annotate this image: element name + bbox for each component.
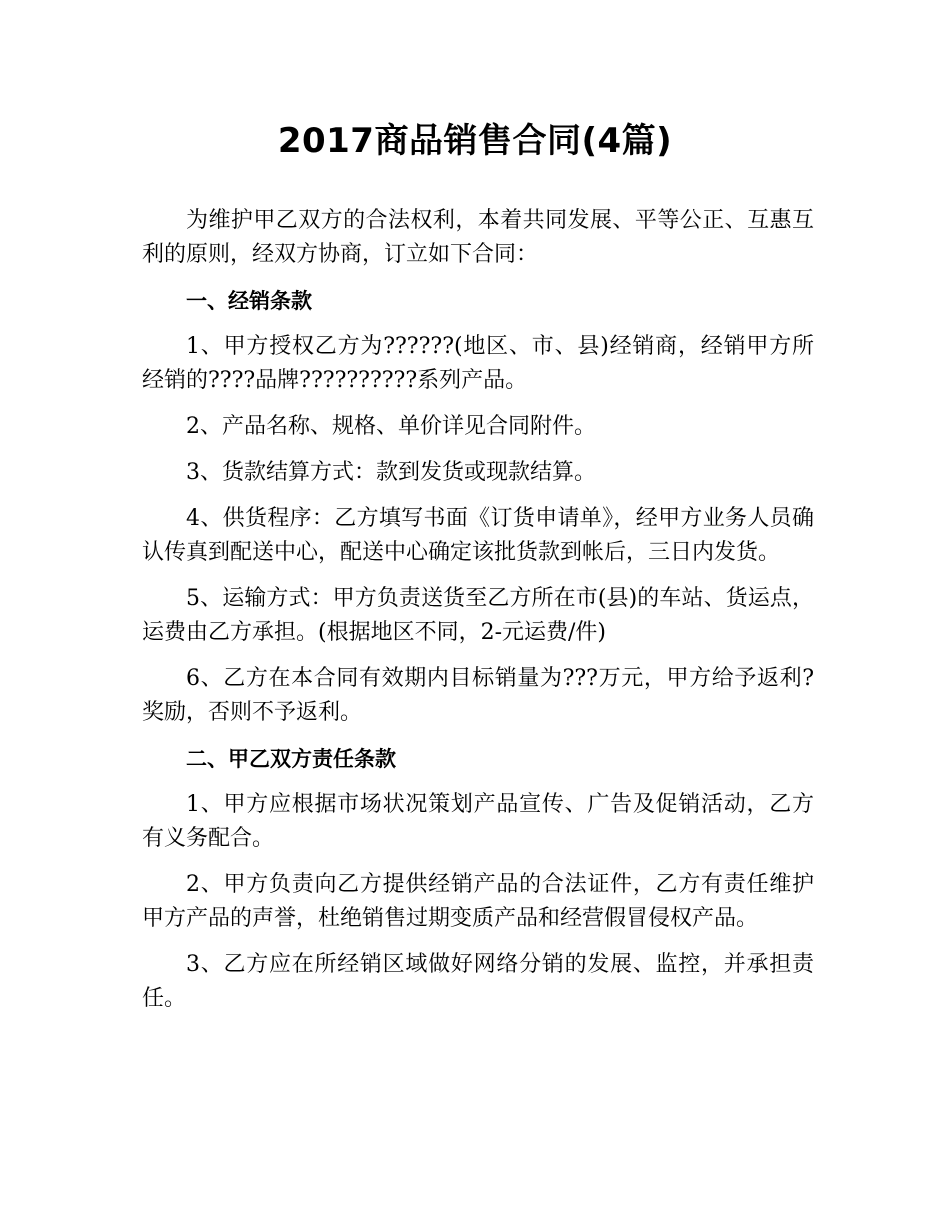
clause-1-1: 1、甲方授权乙方为??????(地区、市、县)经销商，经销甲方所经销的????品牌??????????系列产品。 bbox=[142, 334, 814, 393]
clause-2-2: 2、甲方负责向乙方提供经销产品的合法证件，乙方有责任维护甲方产品的声誉，杜绝销售过期变质产品和经营假冒侵权产品。 bbox=[142, 872, 814, 931]
clause-1-3: 3、货款结算方式：款到发货或现款结算。 bbox=[186, 460, 596, 485]
clause-1-2: 2、产品名称、规格、单价详见合同附件。 bbox=[186, 414, 596, 439]
document-title: 2017商品销售合同(4篇) bbox=[277, 121, 673, 161]
clause-2-1: 1、甲方应根据市场状况策划产品宣传、广告及促销活动，乙方有义务配合。 bbox=[142, 792, 814, 851]
section-heading-distribution-terms: 一、经销条款 bbox=[186, 289, 312, 313]
document-body bbox=[142, 204, 814, 1028]
clause-2-3: 3、乙方应在所经销区域做好网络分销的发展、监控，并承担责任。 bbox=[142, 952, 814, 1011]
clause-1-6: 6、乙方在本合同有效期内目标销量为???万元，甲方给予返利?奖励，否则不予返利。 bbox=[142, 666, 814, 725]
clause-1-5: 5、运输方式：甲方负责送货至乙方所在市(县)的车站、货运点，运费由乙方承担。(根据地区不同，2-元运费/件) bbox=[142, 586, 814, 645]
clause-1-4: 4、供货程序：乙方填写书面《订货申请单》，经甲方业务人员确认传真到配送中心，配送中心确定该批货款到帐后，三日内发货。 bbox=[142, 506, 814, 565]
intro-paragraph: 为维护甲乙双方的合法权利，本着共同发展、平等公正、互惠互利的原则，经双方协商，订立如下合同： bbox=[142, 208, 814, 267]
section-heading-responsibility-terms: 二、甲乙双方责任条款 bbox=[186, 747, 396, 771]
